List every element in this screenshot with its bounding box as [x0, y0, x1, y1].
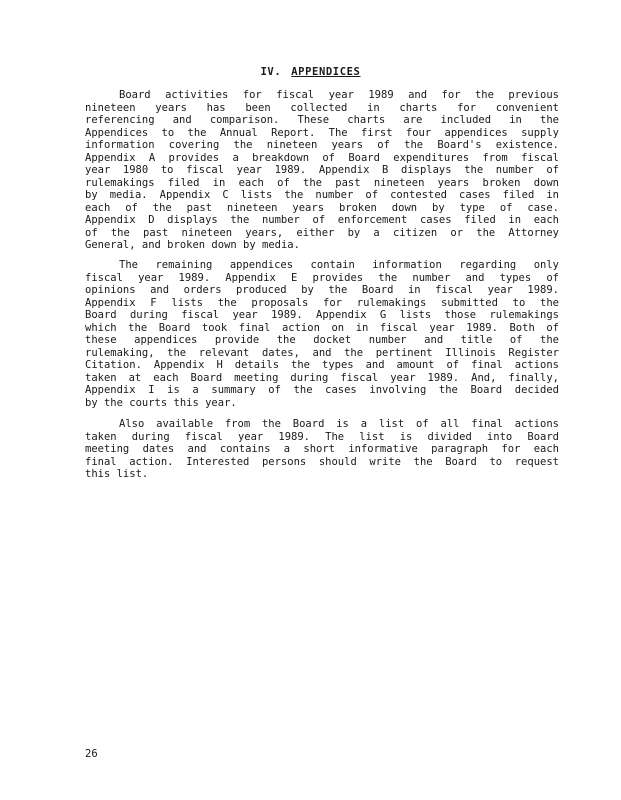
- text-line: Appendices to the Annual Report. The first four appendices supply: [85, 126, 559, 139]
- text-line: Appendix F lists the proposals for rulemakings submitted to the: [85, 296, 559, 309]
- text-line: Citation. Appendix H details the types and amount of final actions: [85, 359, 559, 371]
- text-line: Appendix I is a summary of the cases involving the Board decided: [85, 384, 559, 396]
- text-line: The remaining appendices contain information regarding only: [119, 259, 559, 271]
- paragraph-remaining-appendices: [85, 259, 559, 409]
- section-heading: [0, 66, 621, 78]
- section-title: APPENDICES: [291, 66, 361, 78]
- text-line: Appendix D displays the number of enforcement cases filed in each: [85, 214, 559, 226]
- text-line: this list.: [85, 468, 149, 480]
- text-line: General, and broken down by media.: [85, 239, 300, 251]
- paragraph-board-activities: [85, 89, 559, 252]
- text-line: Board activities for fiscal year 1989 and for the previous: [119, 89, 559, 101]
- text-line: these appendices provide the docket number and title of the: [85, 334, 559, 346]
- text-line: by the courts this year.: [85, 396, 237, 409]
- text-line: nineteen years has been collected in charts for convenient: [85, 101, 559, 114]
- text-line: taken at each Board meeting during fiscal year 1989. And, finally,: [85, 371, 559, 384]
- text-line: referencing and comparison. These charts are included in the: [85, 114, 559, 126]
- text-line: fiscal year 1989. Appendix E provides the number and types of: [85, 271, 559, 284]
- text-line: meeting dates and contains a short informative paragraph for each: [85, 443, 559, 455]
- section-number: IV.: [260, 66, 282, 78]
- text-line: information covering the nineteen years of the Board's existence.: [85, 139, 559, 151]
- text-line: year 1980 to fiscal year 1989. Appendix B displays the number of: [85, 164, 559, 176]
- text-line: Board during fiscal year 1989. Appendix G lists those rulemakings: [85, 309, 559, 321]
- text-line: each of the past nineteen years broken down by type of case.: [85, 201, 559, 214]
- text-line: which the Board took final action on in fiscal year 1989. Both of: [85, 321, 559, 334]
- text-line: rulemaking, the relevant dates, and the pertinent Illinois Register: [85, 346, 559, 359]
- text-line: Also available from the Board is a list of all final actions: [119, 418, 559, 430]
- text-line: final action. Interested persons should write the Board to request: [85, 455, 559, 468]
- text-line: rulemakings filed in each of the past nineteen years broken down: [85, 176, 559, 189]
- text-line: by media. Appendix C lists the number of contested cases filed in: [85, 189, 559, 201]
- page-number: 26: [85, 748, 98, 760]
- text-line: Appendix A provides a breakdown of Board expenditures from fiscal: [85, 151, 559, 164]
- text-line: taken during fiscal year 1989. The list is divided into Board: [85, 430, 559, 443]
- paragraph-final-actions-list: [85, 418, 559, 481]
- text-line: opinions and orders produced by the Board in fiscal year 1989.: [85, 284, 559, 296]
- text-line: of the past nineteen years, either by a citizen or the Attorney: [85, 226, 559, 239]
